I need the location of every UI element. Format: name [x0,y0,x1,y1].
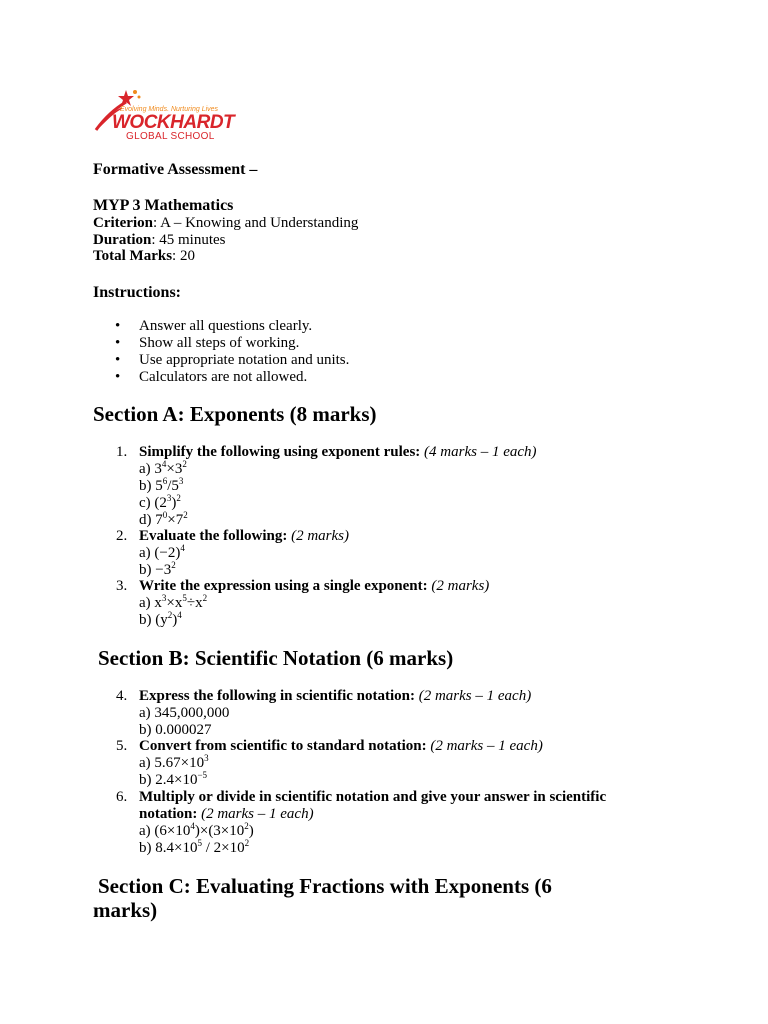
list-item [93,369,349,386]
question-prompt: Express the following in scientific notation: [139,688,415,704]
criterion-value: : A – Knowing and Understanding [152,215,359,231]
question-2 [116,528,636,579]
question-marks: (4 marks – 1 each) [424,444,537,460]
list-item [93,335,349,352]
question-prompt: Write the expression using a single exponent: [139,578,428,594]
list-item [93,352,349,369]
section-c-heading: Section C: Evaluating Fractions with Exponents (6 [98,874,552,898]
question-number: 3. [116,578,128,594]
question-prompt: Multiply or divide in scientific notation and give your answer in scientific [139,789,607,805]
criterion-line [93,215,358,232]
question-marks: (2 marks – 1 each) [430,738,543,754]
question-1 [116,444,636,529]
total-marks-label: Total Marks [93,248,173,264]
instruction-text: Answer all questions clearly. [139,318,313,334]
section-c-heading-cont: marks) [93,898,158,922]
part-b: b) $8.4\times 10^5 / 2\times 10^2$ [139,838,250,856]
instructions-heading: Instructions: [93,284,182,301]
instruction-text: Use appropriate notation and units. [139,352,350,368]
question-number: 5. [116,738,128,754]
duration-line [93,232,226,249]
question-prompt-cont: notation: [139,806,198,822]
part-b: b) $5^6/5^3$ [139,476,184,494]
question-4 [116,688,636,739]
criterion-label: Criterion [93,215,153,231]
instructions-list [93,318,349,386]
instruction-text: Calculators are not allowed. [139,369,308,385]
bullet-icon: • [115,369,121,385]
section-b-heading: Section B: Scientific Notation (6 marks) [98,646,454,670]
part-b: $b) -3^2$ [139,560,176,578]
duration-label: Duration [93,232,152,248]
part-a: a) $(6\times 10^4)\times(3\times 10^2)$ [139,821,254,839]
subject-heading: MYP 3 Mathematics [93,197,234,214]
question-marks: (2 marks) [431,578,490,594]
bullet-icon: • [115,318,121,334]
question-6 [116,789,636,857]
question-prompt: Simplify the following using exponent rules: [139,444,421,460]
bullet-icon: • [115,352,121,368]
question-5 [116,738,636,789]
question-number: 1. [116,444,128,460]
bullet-icon: • [115,335,121,351]
duration-value: : 45 minutes [151,232,226,248]
assessment-title: Formative Assessment – [93,161,258,178]
question-prompt: Evaluate the following: [139,528,288,544]
section-a-heading: Section A: Exponents (8 marks) [93,402,377,426]
logo-tagline: Evolving Minds. Nurturing Lives [120,106,219,113]
logo-name: WOCKHARDT [112,112,235,133]
total-marks-value: : 20 [172,248,195,264]
part-a: a) $3^4\times 3^2$ [139,459,187,477]
logo-subname: GLOBAL SCHOOL [126,131,215,142]
question-marks: (2 marks) [291,528,349,544]
total-marks-line [93,248,195,265]
part-a: a) 345,000,000 [139,705,230,721]
list-item [93,318,349,335]
school-logo [92,86,252,146]
question-marks: (2 marks – 1 each) [418,688,532,704]
part-d: d) $7^0\times 7^2$ [139,510,188,528]
instruction-text: Show all steps of working. [139,335,300,351]
question-3 [116,578,636,629]
part-b: b) 0.000027 [139,722,212,738]
part-c: c) $(2^3)^2$ [139,493,181,511]
part-b: b) $2.4\times 10^{-5}$ [139,770,208,788]
question-number: 4. [116,688,128,704]
question-prompt: Convert from scientific to standard notation: [139,738,427,754]
question-number: 6. [116,789,128,805]
part-a: a) $(-2)^4$ [139,543,185,561]
question-number: 2. [116,528,128,544]
part-a: a) $5.67\times 10^3$ [139,753,209,771]
part-a: a) $x^3\times x^5\div x^2$ [139,593,208,611]
question-marks: (2 marks – 1 each) [201,806,314,822]
part-b: b) $(y^2)^4$ [139,610,182,628]
